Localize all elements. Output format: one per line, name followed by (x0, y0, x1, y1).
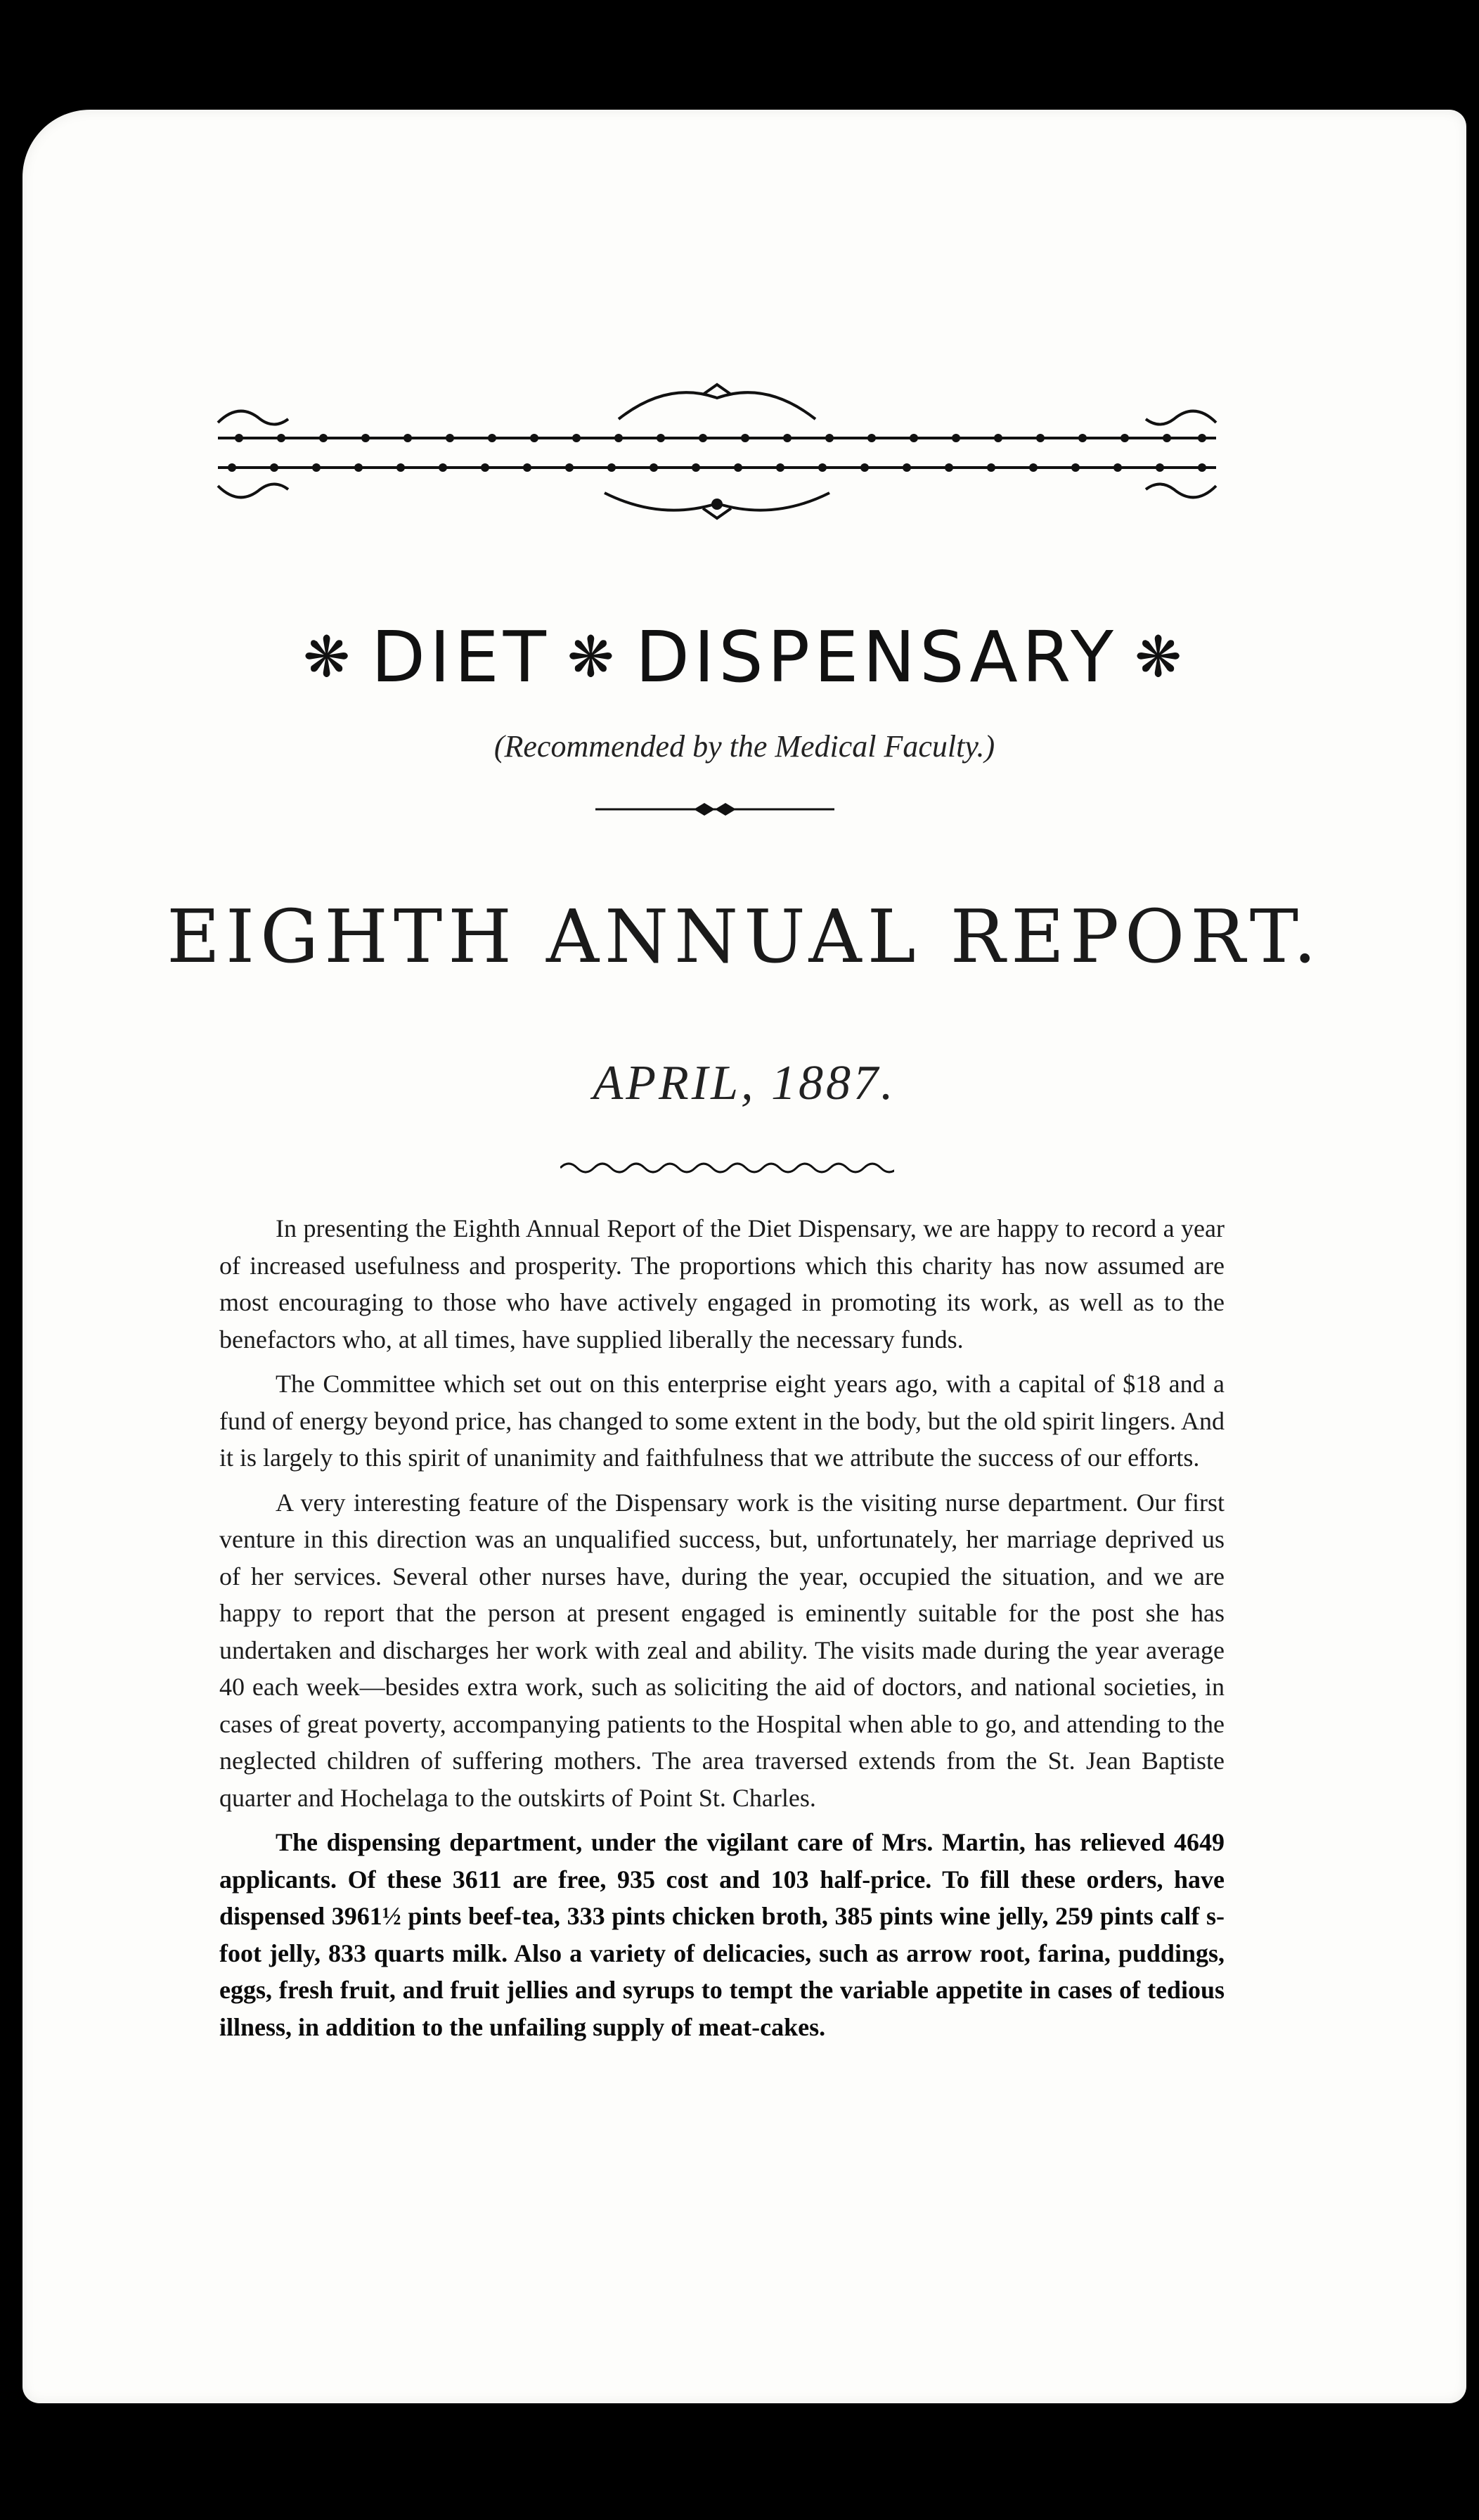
report-title: EIGHTH ANNUAL REPORT. (167, 894, 1322, 979)
wavy-divider (560, 1157, 894, 1178)
rosette-ornament-icon: ❋ (1134, 624, 1187, 690)
decorative-rule (595, 799, 834, 820)
document-page (22, 110, 1466, 2403)
masthead-word-diet: DIET (371, 616, 550, 698)
masthead-title (22, 616, 1466, 698)
subtitle: (Recommended by the Medical Faculty.) (493, 729, 995, 764)
paragraph: The Committee which set out on this enterprise eight years ago, with a capital of $18 and a fund of energy beyond price, has changed to some extent in the body, but the old spirit lingers. And it is largely to this spirit of unanimity and faithfulness that we attribute the success of our efforts. (219, 1370, 1225, 1472)
rosette-ornament-icon: ❋ (567, 624, 619, 690)
paragraph: A very interesting feature of the Dispensary work is the visiting nurse department. Our first venture in this direction was an unqualified success, but, unfortunately, her marriage deprived us of her services. Several other nurses have, during the year, occupied the situation, and we are happy to report that the person at present engaged is eminently suitable for the post she has undertaken and discharges her work with zeal and ability. The visits made during the year average 40 each week—besides extra work, such as soliciting the aid of doctors, and national societies, in cases of great poverty, accompanying patients to the Hospital when able to go, and attending to the neglected children of suffering mothers. The area traversed extends from the St. Jean Baptiste quarter and Hochelaga to the outskirts of Point St. Charles. (219, 1488, 1225, 1812)
paragraph: In presenting the Eighth Annual Report of the Diet Dispensary, we are happy to record a year of increased usefulness and prosperity. The proportions which this charity has now assumed are most encouraging to those who have actively engaged in promoting its work, as well as to the benefactors who, at all times, have supplied liberally the necessary funds. (219, 1214, 1225, 1354)
decorative-header-ornament (211, 380, 1223, 521)
report-body (219, 1210, 1225, 2053)
report-date: APRIL, 1887. (593, 1056, 896, 1110)
rosette-ornament-icon: ❋ (302, 624, 355, 690)
masthead-word-dispensary: DISPENSARY (635, 616, 1118, 698)
paragraph: The dispensing department, under the vigilant care of Mrs. Martin, has relieved 4649 applicants. Of these 3611 are free, 935 cost and 103 half-price. To fill these orders, have dispensed 3961½ pints beef-tea, 333 pints chicken broth, 385 pints wine jelly, 259 pints calf s-foot jelly, 833 quarts milk. Also a variety of delicacies, such as arrow root, farina, puddings, eggs, fresh fruit, and fruit jellies and syrups to tempt the variable appetite in cases of tedious illness, in addition to the unfailing supply of meat-cakes. (219, 1828, 1225, 2041)
